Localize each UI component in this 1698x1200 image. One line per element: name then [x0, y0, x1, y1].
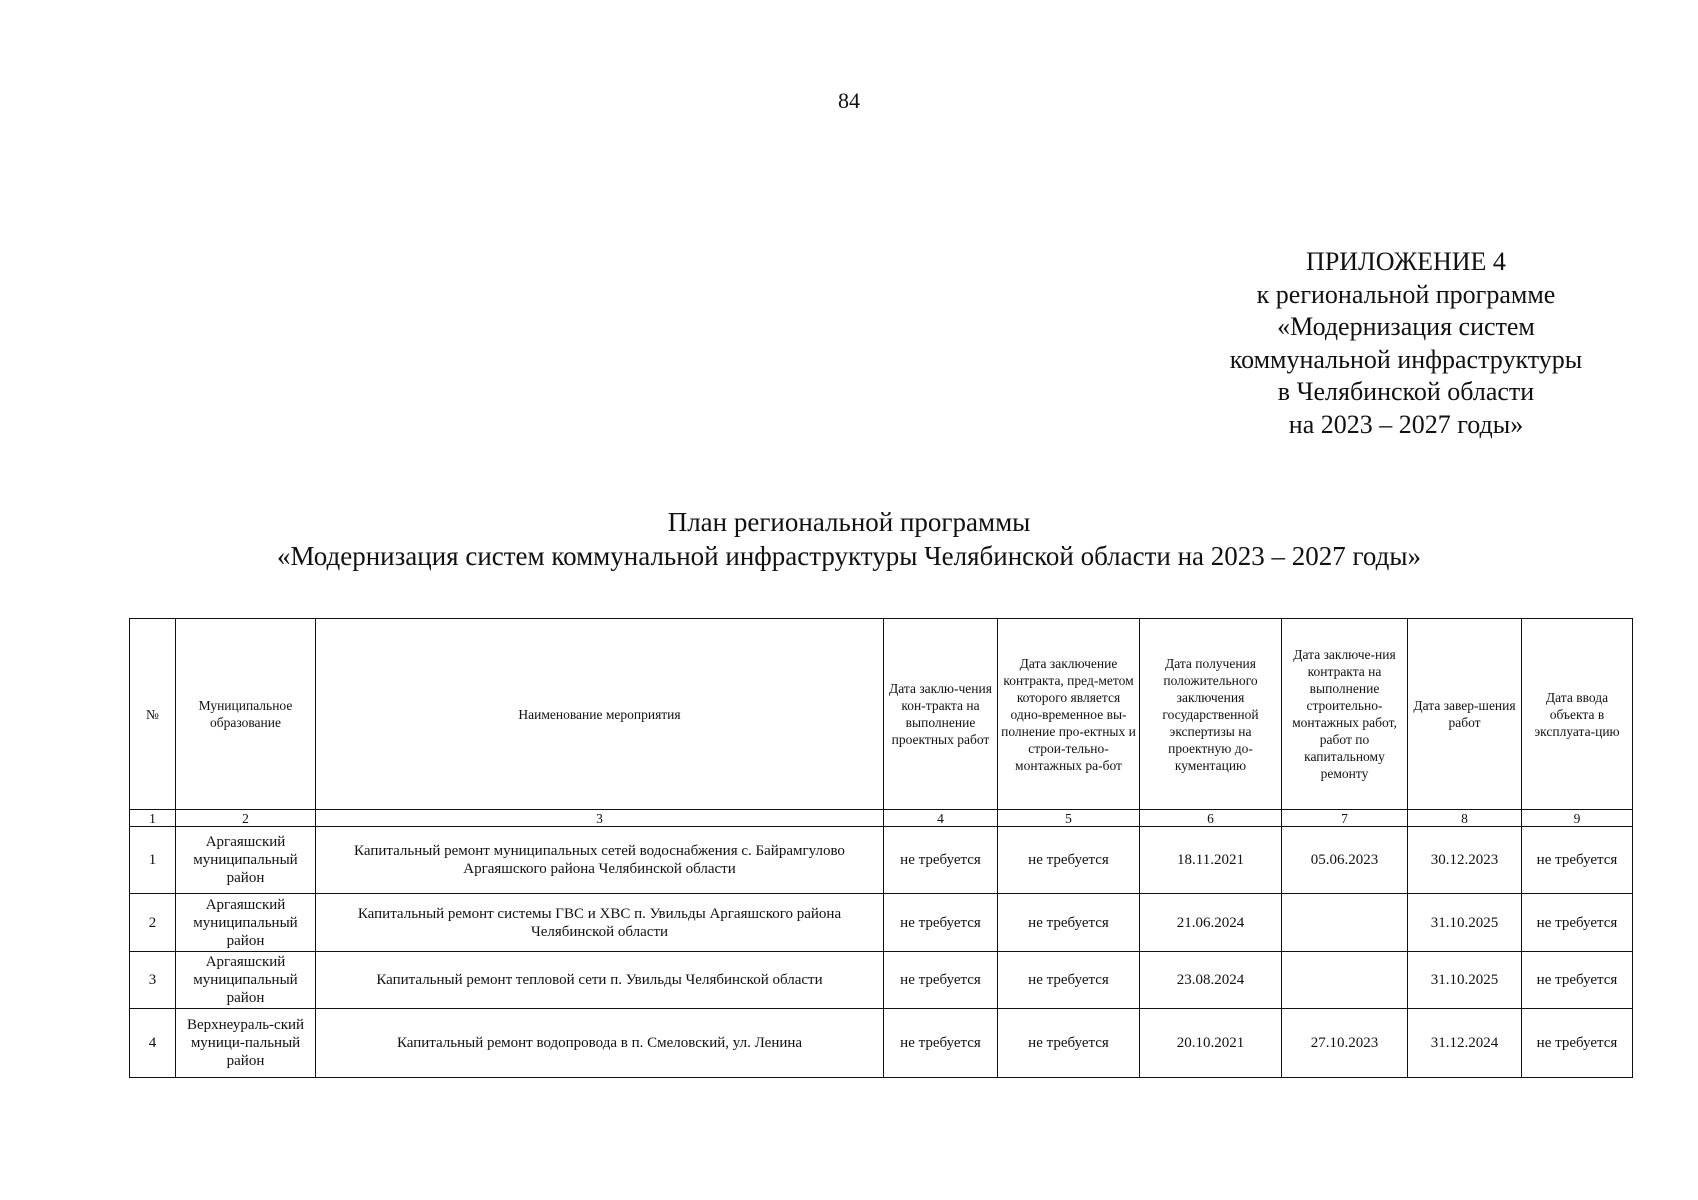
plan-title-line-1: План региональной программы: [667, 507, 1031, 537]
header-construction-contract-date: Дата заключе-ния контракта на выполнение строительно-монтажных работ, работ по капитальному ремонту: [1282, 619, 1408, 810]
column-number: 1: [130, 810, 176, 827]
appendix-line: «Модернизация систем: [1277, 312, 1535, 341]
expertise-date-cell: 20.10.2021: [1140, 1009, 1282, 1078]
table-row: [130, 894, 1633, 952]
construction-contract-cell: 05.06.2023: [1282, 827, 1408, 894]
appendix-line: в Челябинской области: [1277, 377, 1535, 406]
row-number: 4: [130, 1009, 176, 1078]
header-expertise-date: Дата получения положительного заключения государственной экспертизы на проектную до-кументацию: [1140, 619, 1282, 810]
column-number: 4: [884, 810, 998, 827]
construction-contract-cell: [1282, 894, 1408, 952]
municipality-cell: Верхнеураль-ский муници-пальный район: [176, 1009, 316, 1078]
column-number-row: [130, 810, 1633, 827]
plan-table: [129, 618, 1633, 1078]
header-number: №: [130, 619, 176, 810]
commissioning-date-cell: не требуется: [1522, 827, 1633, 894]
row-number: 2: [130, 894, 176, 952]
commissioning-date-cell: не требуется: [1522, 952, 1633, 1009]
row-number: 3: [130, 952, 176, 1009]
municipality-cell: Аргаяшский муниципальный район: [176, 952, 316, 1009]
table-header-row: [130, 619, 1633, 810]
appendix-line: к региональной программе: [1256, 279, 1556, 309]
activity-cell: Капитальный ремонт водопровода в п. Смеловский, ул. Ленина: [316, 1009, 884, 1078]
appendix-heading: [1186, 246, 1626, 441]
header-activity: Наименование мероприятия: [316, 619, 884, 810]
combined-contract-cell: не требуется: [998, 1009, 1140, 1078]
municipality-cell: Аргаяшский муниципальный район: [176, 894, 316, 952]
commissioning-date-cell: не требуется: [1522, 894, 1633, 952]
expertise-date-cell: 21.06.2024: [1140, 894, 1282, 952]
column-number: 3: [316, 810, 884, 827]
header-commissioning-date: Дата ввода объекта в эксплуата-цию: [1522, 619, 1633, 810]
header-municipality: Муниципальное образование: [176, 619, 316, 810]
expertise-date-cell: 23.08.2024: [1140, 952, 1282, 1009]
header-combined-contract-date: Дата заключение контракта, пред-метом которого является одно-временное вы-полнение про-ектных и строи-тельно-монтажных ра-бот: [998, 619, 1140, 810]
column-number: 2: [176, 810, 316, 827]
activity-cell: Капитальный ремонт тепловой сети п. Увильды Челябинской области: [316, 952, 884, 1009]
activity-cell: Капитальный ремонт муниципальных сетей водоснабжения с. Байрамгулово Аргаяшского района Челябинской области: [316, 827, 884, 894]
column-number: 8: [1408, 810, 1522, 827]
design-contract-cell: не требуется: [884, 952, 998, 1009]
table-row: [130, 827, 1633, 894]
design-contract-cell: не требуется: [884, 827, 998, 894]
table-row: [130, 952, 1633, 1009]
combined-contract-cell: не требуется: [998, 894, 1140, 952]
combined-contract-cell: не требуется: [998, 827, 1140, 894]
appendix-line: коммунальной инфраструктуры: [1229, 344, 1583, 374]
commissioning-date-cell: не требуется: [1522, 1009, 1633, 1078]
column-number: 6: [1140, 810, 1282, 827]
page-number: 84: [838, 88, 860, 113]
appendix-line: на 2023 – 2027 годы»: [1288, 409, 1524, 439]
design-contract-cell: не требуется: [884, 894, 998, 952]
plan-title-line-2: «Модернизация систем коммунальной инфраструктуры Челябинской области на 2023 – 2027 годы»: [276, 541, 1422, 571]
column-number: 5: [998, 810, 1140, 827]
column-number: 9: [1522, 810, 1633, 827]
row-number: 1: [130, 827, 176, 894]
header-design-contract-date: Дата заклю-чения кон-тракта на выполнение проектных работ: [884, 619, 998, 810]
construction-contract-cell: 27.10.2023: [1282, 1009, 1408, 1078]
completion-date-cell: 31.10.2025: [1408, 894, 1522, 952]
combined-contract-cell: не требуется: [998, 952, 1140, 1009]
completion-date-cell: 31.12.2024: [1408, 1009, 1522, 1078]
expertise-date-cell: 18.11.2021: [1140, 827, 1282, 894]
activity-cell: Капитальный ремонт системы ГВС и ХВС п. Увильды Аргаяшского района Челябинской области: [316, 894, 884, 952]
design-contract-cell: не требуется: [884, 1009, 998, 1078]
column-number: 7: [1282, 810, 1408, 827]
completion-date-cell: 30.12.2023: [1408, 827, 1522, 894]
municipality-cell: Аргаяшский муниципальный район: [176, 827, 316, 894]
appendix-line: ПРИЛОЖЕНИЕ 4: [1306, 247, 1506, 276]
completion-date-cell: 31.10.2025: [1408, 952, 1522, 1009]
plan-title: [0, 505, 1698, 573]
table-row: [130, 1009, 1633, 1078]
construction-contract-cell: [1282, 952, 1408, 1009]
header-completion-date: Дата завер-шения работ: [1408, 619, 1522, 810]
